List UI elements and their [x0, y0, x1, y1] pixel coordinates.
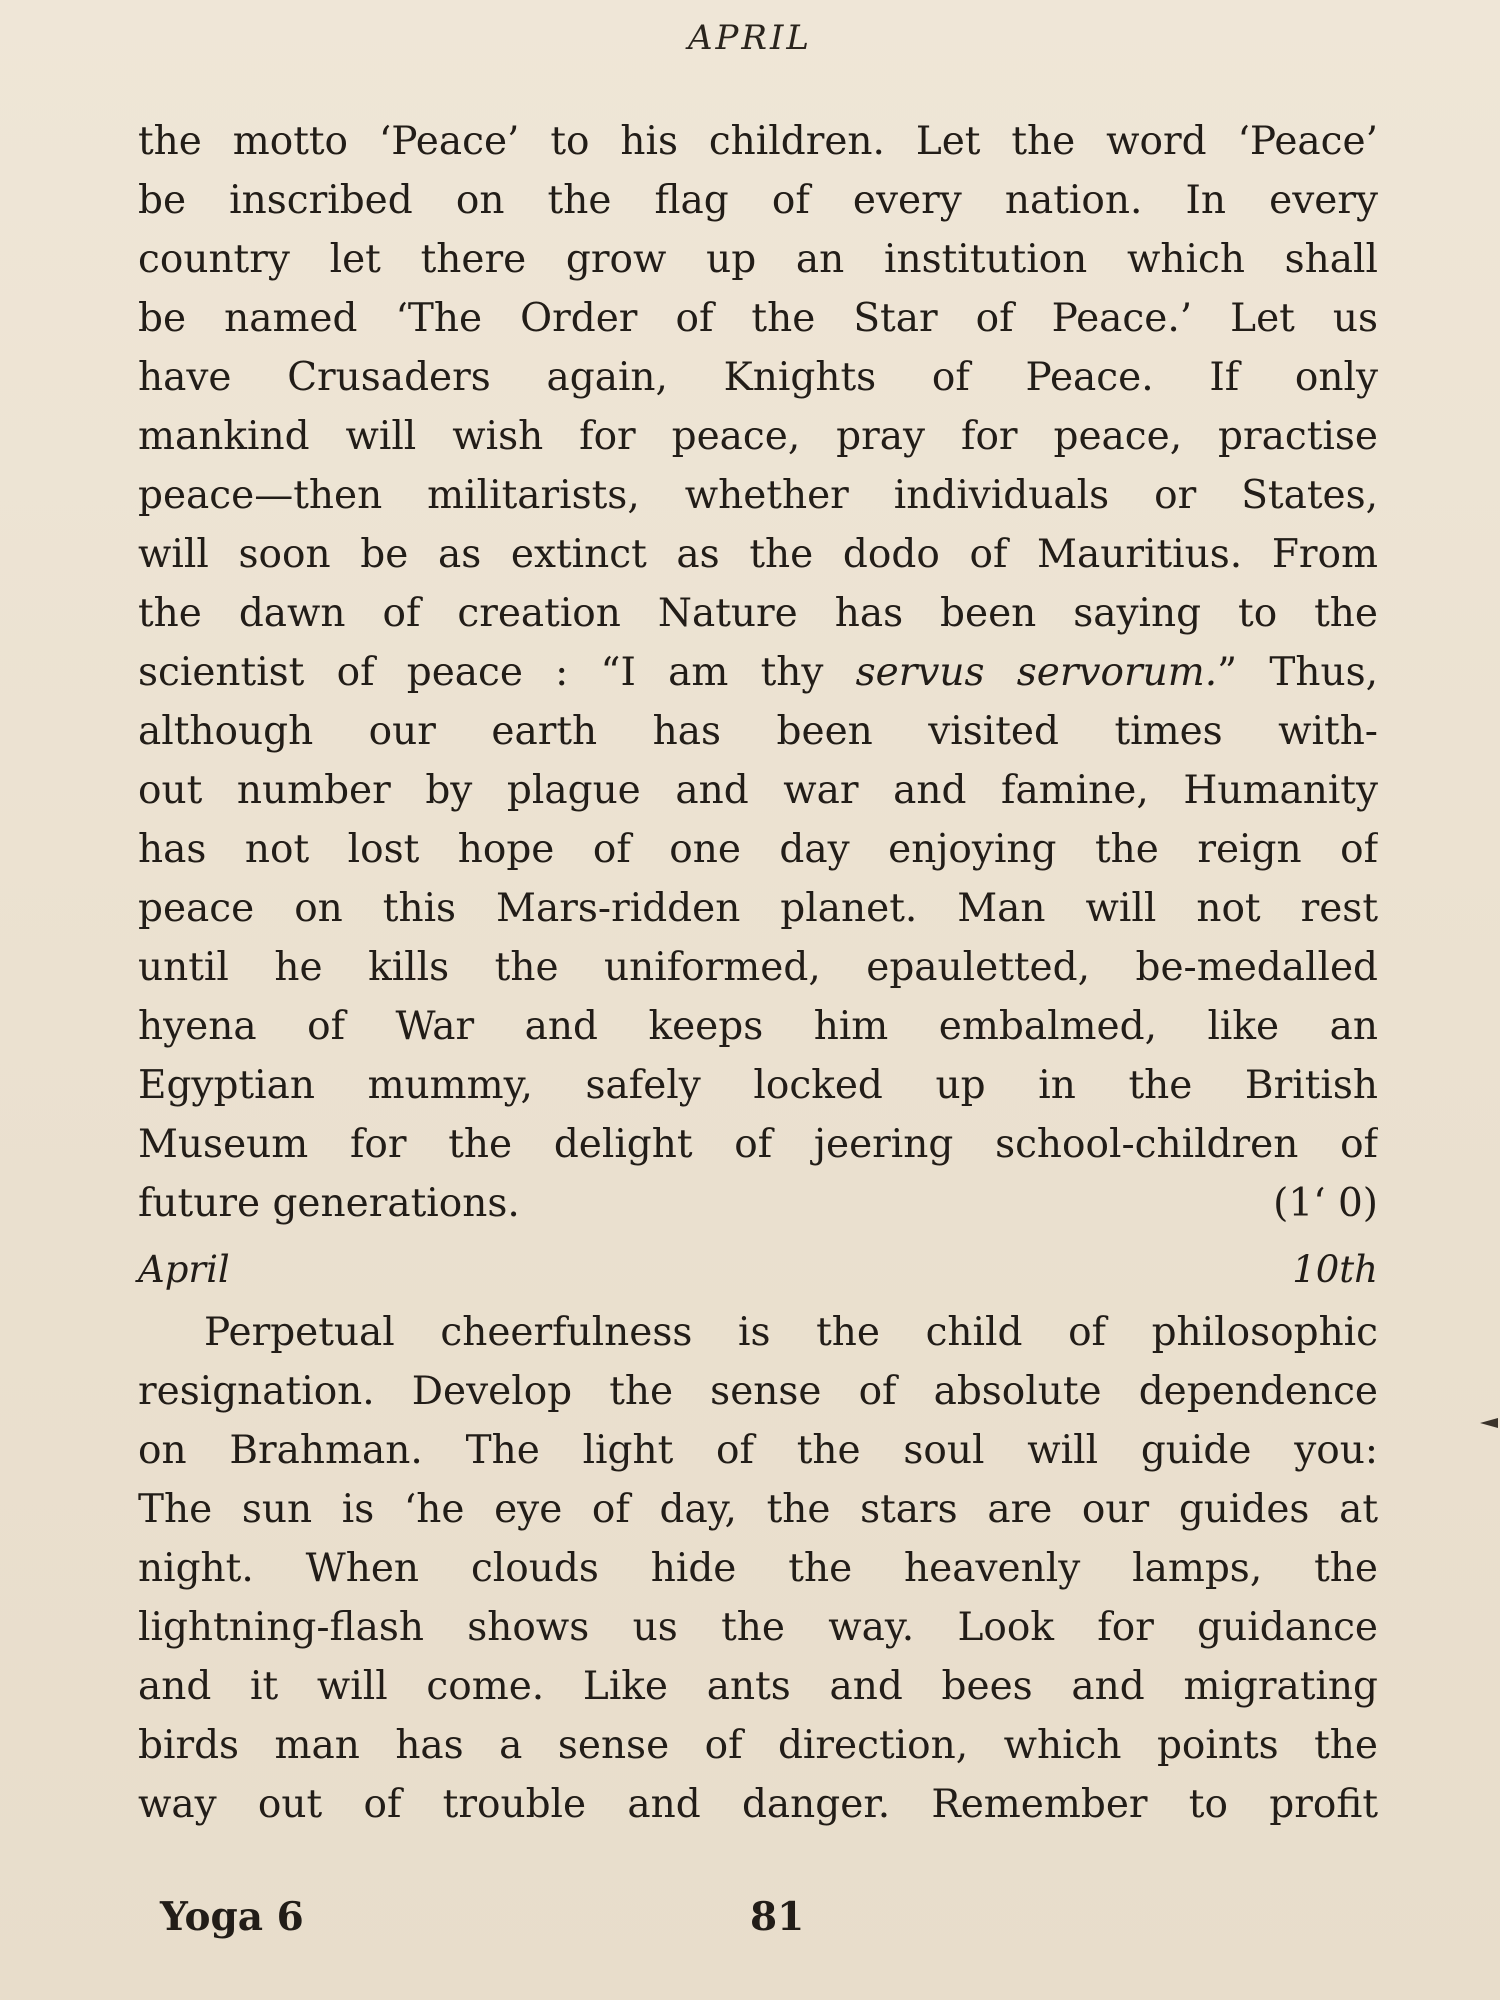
page-body [138, 112, 1378, 1834]
text-line: the motto ‘Peace’ to his children. Let the word ‘Peace’ [138, 119, 1378, 164]
text-line: although our earth has been visited times with- [138, 709, 1378, 754]
text-line: hyena of War and keeps him embalmed, like an [138, 1004, 1378, 1049]
latin-phrase: servus servorum. [855, 650, 1218, 695]
text-line: peace on this Mars-ridden planet. Man will not rest [138, 886, 1378, 931]
text-line: country let there grow up an institution which shall [138, 237, 1378, 282]
entry-reference: (1‘ 0) [1273, 1181, 1378, 1226]
text-line: The sun is ‘he eye of day, the stars are our guides at [138, 1487, 1378, 1532]
text-line-with-latin [138, 643, 1378, 702]
text-line: night. When clouds hide the heavenly lamps, the [138, 1546, 1378, 1591]
signature-mark: Yoga 6 [160, 1894, 304, 1940]
text-line: on Brahman. The light of the soul will guide you: [138, 1428, 1378, 1473]
text-line: birds man has a sense of direction, which points the [138, 1723, 1378, 1768]
text-line: be inscribed on the flag of every nation. In every [138, 178, 1378, 223]
text-line: way out of trouble and danger. Remember to profit [138, 1782, 1378, 1827]
margin-arrow-mark [1480, 1418, 1498, 1428]
text-line: and it will come. Like ants and bees and migrating [138, 1664, 1378, 1709]
page-number: 81 [750, 1894, 805, 1940]
entry-date-heading: April 10th [138, 1248, 1378, 1291]
text-line: Museum for the delight of jeering school-children of [138, 1122, 1378, 1167]
running-head: APRIL [687, 18, 813, 58]
text-line: will soon be as extinct as the dodo of Mauritius. From [138, 532, 1378, 577]
final-line [138, 1174, 1378, 1233]
text-line: mankind will wish for peace, pray for peace, practise [138, 414, 1378, 459]
text-fragment: scientist of peace : “I am thy [138, 650, 856, 695]
text-line: Egyptian mummy, safely locked up in the British [138, 1063, 1378, 1108]
text-line: resignation. Develop the sense of absolute dependence [138, 1369, 1378, 1414]
text-line: have Crusaders again, Knights of Peace. If only [138, 355, 1378, 400]
text-line: be named ‘The Order of the Star of Peace.’ Let us [138, 296, 1378, 341]
text-line: the dawn of creation Nature has been saying to the [138, 591, 1378, 636]
text-fragment: ” Thus, [1217, 650, 1378, 695]
text-line: out number by plague and war and famine, Humanity [138, 768, 1378, 813]
text-line: peace—then militarists, whether individuals or States, [138, 473, 1378, 518]
text-line: until he kills the uniformed, epauletted, be-medalled [138, 945, 1378, 990]
text-line: has not lost hope of one day enjoying the reign of [138, 827, 1378, 872]
text-line: lightning-flash shows us the way. Look for guidance [138, 1605, 1378, 1650]
text-fragment: future generations. [138, 1181, 520, 1226]
text-line: Perpetual cheerfulness is the child of philosophic [204, 1310, 1378, 1355]
